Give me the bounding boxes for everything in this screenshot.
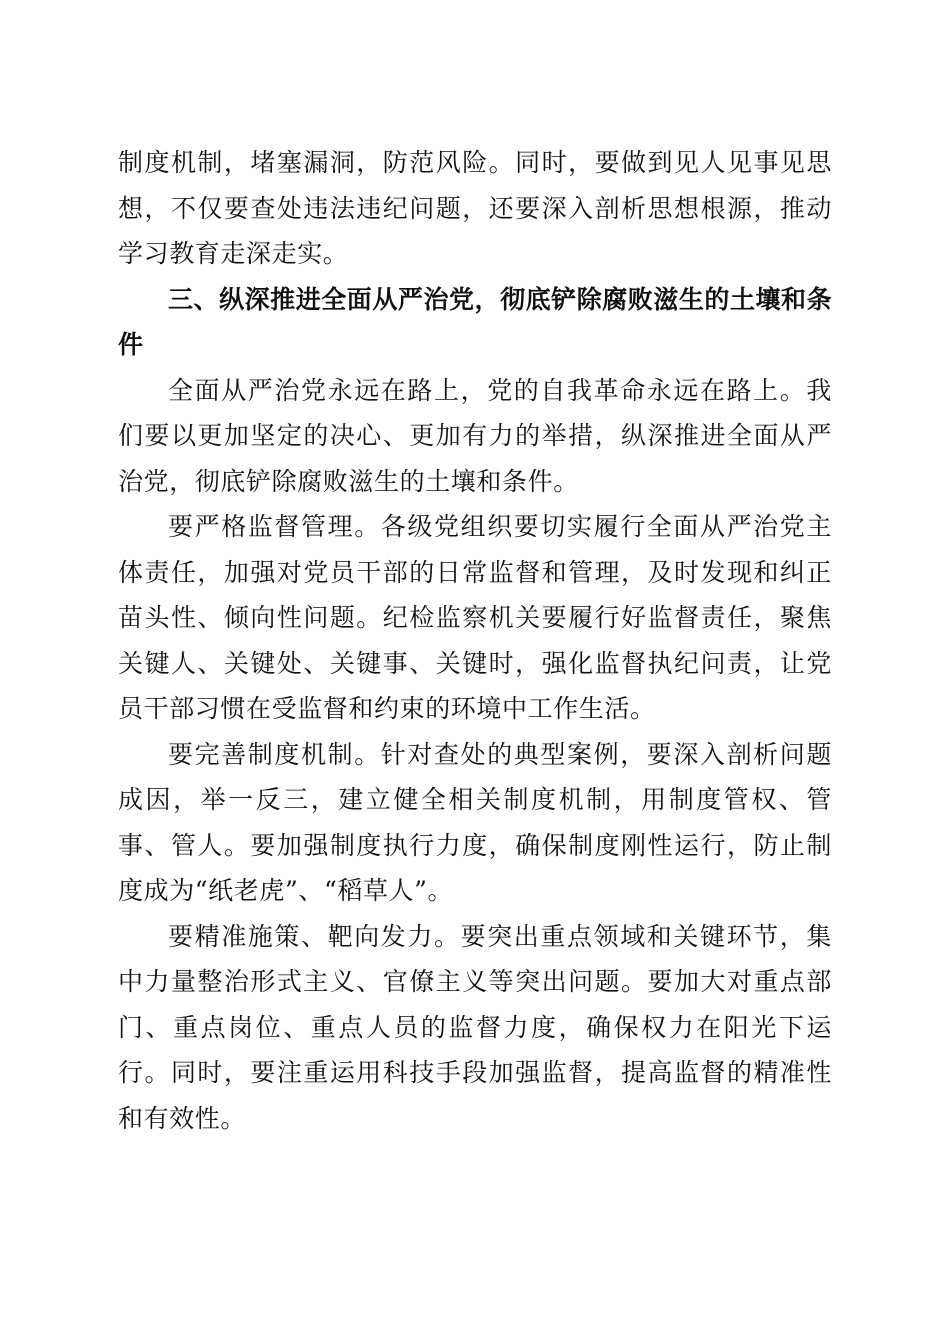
body-paragraph: 全面从严治党永远在路上，党的自我革命永远在路上。我们要以更加坚定的决心、更加有力的举措，纵深推进全面从严治党，彻底铲除腐败滋生的土壤和条件。 (118, 375, 832, 496)
section-heading: 三、纵深推进全面从严治党，彻底铲除腐败滋生的土壤和条件 (118, 284, 832, 359)
body-paragraph: 要完善制度机制。针对查处的典型案例，要深入剖析问题成因，举一反三，建立健全相关制度机制，用制度管权、管事、管人。要加强制度执行力度，确保制度刚性运行，防止制度成为“纸老虎”、“稻草人”。 (118, 739, 832, 905)
continuation-paragraph: 制度机制，堵塞漏洞，防范风险。同时，要做到见人见事见思想，不仅要查处违法违纪问题，还要深入剖析思想根源，推动学习教育走深走实。 (118, 148, 832, 268)
body-paragraph: 要严格监督管理。各级党组织要切实履行全面从严治党主体责任，加强对党员干部的日常监督和管理，及时发现和纠正苗头性、倾向性问题。纪检监察机关要履行好监督责任，聚焦关键人、关键处、关键事、关键时，强化监督执纪问责，让党员干部习惯在受监督和约束的环境中工作生活。 (118, 512, 832, 723)
document-body (118, 140, 832, 1141)
body-paragraph: 要精准施策、靶向发力。要突出重点领域和关键环节，集中力量整治形式主义、官僚主义等突出问题。要加大对重点部门、重点岗位、重点人员的监督力度，确保权力在阳光下运行。同时，要注重运用科技手段加强监督，提高监督的精准性和有效性。 (118, 921, 832, 1133)
